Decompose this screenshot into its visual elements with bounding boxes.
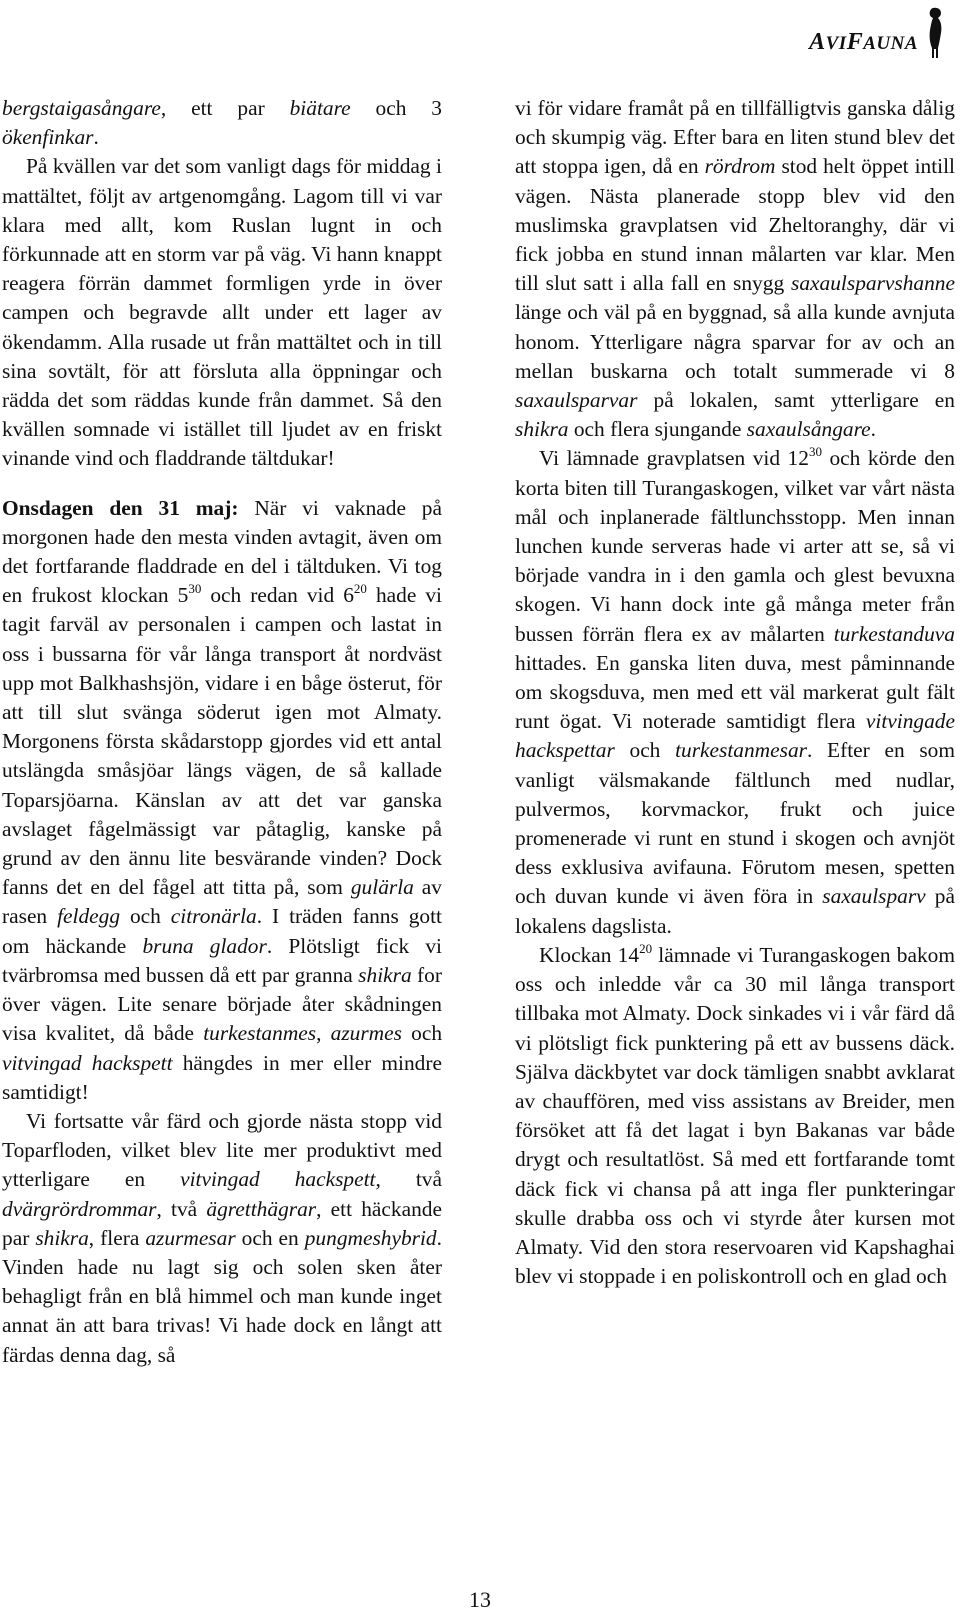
paragraph: Vi fortsatte vår färd och gjorde nästa stopp vid Toparfloden, vilket blev lite mer produktivt med ytterligare en vitvingad hackspett, två dvärgrördrommar, två ägretthägrar, ett häckande par shikra, flera azurmesar och en pungmeshybrid. Vinden hade nu lagt sig och solen sken åter behagligt från en blå himmel och man kunde inget annat än att bara trivas! Vi hade dock en långt att färdas denna dag, så <box>2 1108 442 1367</box>
right-column <box>515 94 955 1291</box>
paragraph: bergstaigasångare, ett par biätare och 3 ökenfinkar. <box>2 96 442 150</box>
brand-logotype: AVIFAUNA <box>809 29 918 55</box>
left-column <box>2 94 442 1370</box>
brand-header <box>809 6 946 60</box>
bird-silhouette-icon <box>924 6 946 60</box>
paragraph: Vi lämnade gravplatsen vid $12^{30}$ och körde den korta biten till Turangaskogen, vilket var vårt nästa mål och inplanerade fältlunchsstopp. Men innan lunchen kunde serveras hade vi arter att se, så vi började vandra in i den gamla och glest bevuxna skogen. Vi hann dock inte gå många meter från bussen förrän flera ex av målarten turkestanduva hittades. En ganska liten duva, mest påminnande om skogsduva, men med ett väl markerat gult fält runt ögat. Vi noterade samtidigt flera vitvingade hackspettar och turkestanmesar. Efter en som vanligt välsmakande fältlunch med nudlar, pulvermos, korvmackor, frukt och juice promenerade vi runt en stund i skogen och avnjöt dess exklusiva avifauna. Förutom mesen, spetten och duvan kunde vi även föra in saxaulsparv på lokalens dagslista. <box>515 444 955 938</box>
page-number: 13 <box>469 1587 491 1612</box>
paragraph: På kvällen var det som vanligt dags för middag i mattältet, följt av artgenomgång. Lagom till vi var klara med allt, kom Ruslan lugnt in och förkunnade att en storm var på väg. Vi hann knappt reagera förrän dammet formligen yrde in över campen och begravde allt under ett lager av ökendamm. Alla rusade ut från mattältet och in till sina sovtält, för att försluta alla öppningar och rädda det som räddas kunde från dammet. Så den kvällen somnade vi istället till ljudet av en friskt vinande vind och fladdrande tältdukar! <box>2 154 442 471</box>
paragraph-day-entry: Onsdagen den 31 maj: När vi vaknade på morgonen hade den mesta vinden avtagit, även om det fortfarande fladdrade en del i tältduken. Vi tog en frukost klockan $5^{30}$ och redan vid $6^{20}$ hade vi tagit farväl av personalen i campen och lastat in oss i bussarna för vår långa transport åt nordväst upp mot Balkhashsjön, vidare i en båge österut, för att till slut svänga söderut igen mot Almaty. Morgonens första skådarstopp gjordes vid ett antal utslängda småsjöar längs vägen, de så kallade Toparsjöarna. Känslan av att det var ganska avslaget fågelmässigt var påtaglig, kanske på grund av den ännu lite besvärande vinden? Dock fanns det en del fågel att titta på, som gulärla av rasen feldegg och citronärla. I träden fanns gott om häckande bruna glador. Plötsligt fick vi tvärbromsa med bussen då ett par granna shikra for över vägen. Lite senare började åter skådningen visa kvalitet, då både turkestanmes, azurmes och vitvingad hackspett hängdes in mer eller mindre samtidigt! <box>2 495 443 1104</box>
day-heading: Onsdagen den 31 maj: <box>2 495 239 520</box>
paragraph: vi för vidare framåt på en tillfälligtvis ganska dålig och skumpig väg. Efter bara en liten stund blev det att stoppa igen, då en rördrom stod helt öppet intill vägen. Nästa planerade stopp blev vid den muslimska gravplatsen vid Zheltoranghy, där vi fick jobba en stund innan målarten var klar. Men till slut satt i alla fall en snygg saxaulsparvshanne länge och väl på en byggnad, så alla kunde avnjuta honom. Ytterligare några sparvar for av och an mellan buskarna och totalt summerade vi 8 saxaulsparvar på lokalen, samt ytterligare en shikra och flera sjungande saxaulsångare. <box>515 96 955 442</box>
paragraph: Klockan $14^{20}$ lämnade vi Turangaskogen bakom oss och inledde vår ca 30 mil långa transport tillbaka mot Almaty. Dock sinkades vi i vår färd då vi plötsligt fick punktering på ett av bussens däck. Själva däckbytet var dock tämligen snabbt avklarat av chauffören, med viss assistans av Breider, men försöket att få det lagat i byn Bakanas var både drygt och resultatlöst. Så med ett fortfarande tomt däck fick vi chansa på att inga fler punkteringar skulle drabba oss och vi styrde åter kursen mot Almaty. Vid den stora reservoaren vid Kapshaghai blev vi stoppade i en poliskontroll och en glad och <box>515 940 955 1289</box>
